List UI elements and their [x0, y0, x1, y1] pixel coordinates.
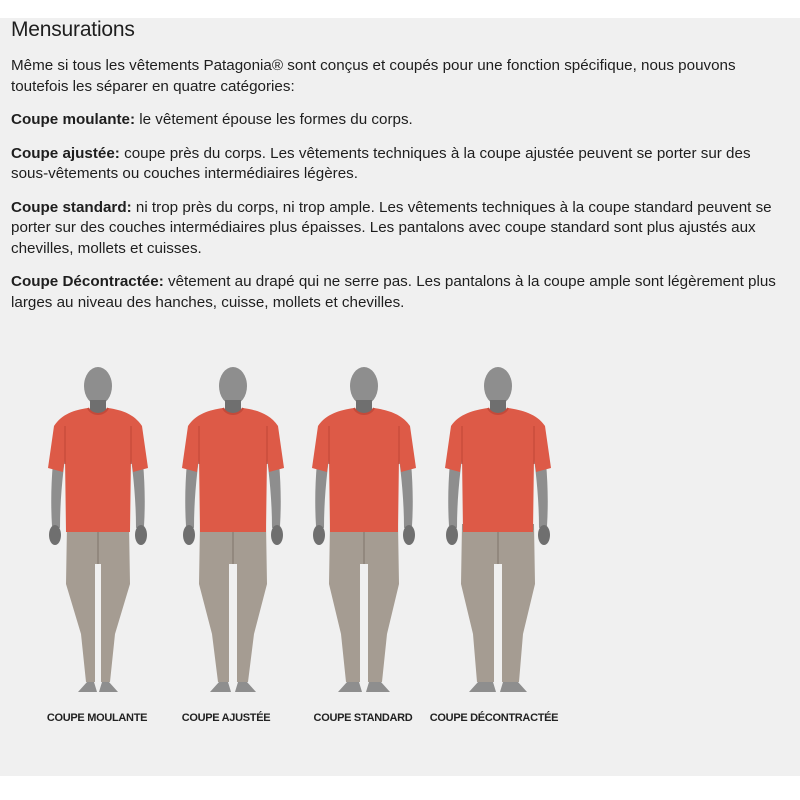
fit-term: Coupe ajustée: [11, 144, 120, 162]
intro-paragraph: Même si tous les vêtements Patagonia® sont conçus et coupés pour une fonction spécifique, nous pouvons toutefois les séparer en quatre catégories: [11, 57, 736, 95]
left-hand [446, 525, 458, 545]
fit-text: le vêtement épouse les formes du corps. [135, 111, 413, 128]
left-foot [78, 682, 97, 692]
figure-coupe-ajustee [163, 364, 303, 704]
fit-description-moulante [11, 110, 786, 131]
fit-labels [0, 712, 800, 728]
right-hand [403, 525, 415, 545]
tshirt [48, 408, 148, 532]
left-foot [210, 682, 231, 692]
figure-coupe-decontractee [428, 364, 568, 704]
fit-description-decontractee [11, 272, 786, 313]
fit-text: vêtement au drapé qui ne serre pas. Les pantalons à la coupe ample sont légèrement plus larges au niveau des hanches, cuisse, mollets et chevilles. [11, 273, 776, 311]
right-foot [99, 682, 118, 692]
right-hand [271, 525, 283, 545]
fit-text: ni trop près du corps, ni trop ample. Les vêtements techniques à la coupe standard peuvent se porter sur des couches intermédiaires plus épaisses. Les pantalons avec coupe standard sont plus ajustés aux chevilles, mollets et cuisses. [11, 198, 772, 257]
left-hand [183, 525, 195, 545]
left-hand [313, 525, 325, 545]
mannequin [428, 364, 568, 704]
label-coupe-ajustee: COUPE AJUSTÉE [181, 712, 271, 724]
mannequin [163, 364, 303, 704]
right-foot [500, 682, 527, 692]
head [219, 367, 247, 405]
right-foot [366, 682, 390, 692]
fit-text: coupe près du corps. Les vêtements techniques à la coupe ajustée peuvent se porter sur des sous-vêtements ou couches intermédiaires légères. [11, 144, 751, 182]
figure-coupe-moulante [28, 364, 168, 704]
fit-term: Coupe Décontractée: [11, 273, 164, 290]
right-foot [235, 682, 256, 692]
sizing-content [11, 18, 786, 313]
fit-illustrations [0, 364, 800, 704]
right-hand [135, 525, 147, 545]
label-coupe-decontractee: COUPE DÉCONTRACTÉE [429, 712, 559, 724]
left-foot [469, 682, 496, 692]
figure-coupe-standard [294, 364, 434, 704]
left-hand [49, 525, 61, 545]
head [484, 367, 512, 405]
tshirt [445, 408, 551, 532]
mannequin [294, 364, 434, 704]
mannequin [28, 364, 168, 704]
fit-term: Coupe standard: [11, 198, 132, 216]
left-foot [338, 682, 362, 692]
fit-description-ajustee [11, 144, 786, 185]
right-hand [538, 525, 550, 545]
fit-description-standard [11, 198, 786, 260]
head [84, 367, 112, 405]
page-title: Mensurations [11, 18, 135, 41]
label-coupe-standard: COUPE STANDARD [313, 712, 413, 724]
label-coupe-moulante: COUPE MOULANTE [46, 712, 148, 724]
head [350, 367, 378, 405]
tshirt [312, 408, 416, 532]
fit-term: Coupe moulante: [11, 111, 136, 128]
